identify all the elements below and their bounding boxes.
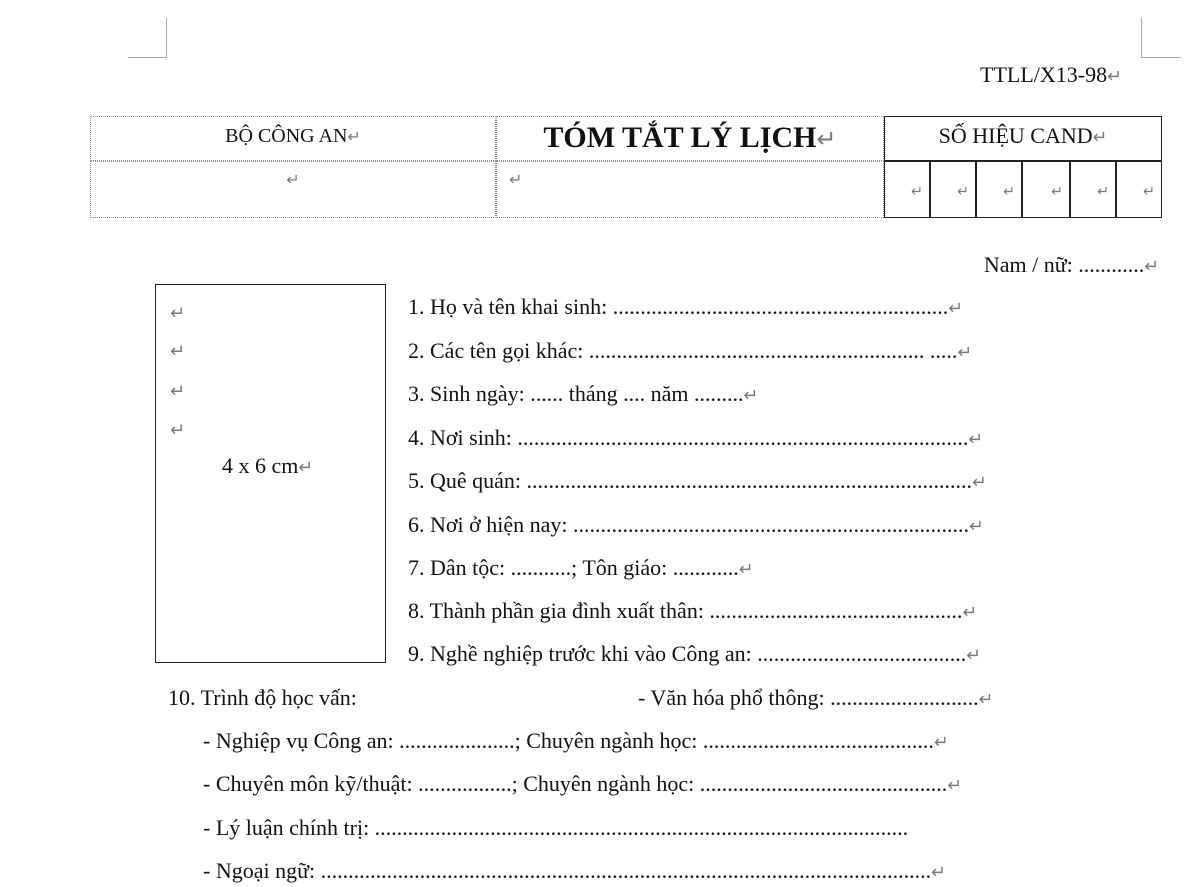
code-digit-box[interactable]: ↵ [930,161,976,218]
title-cell[interactable]: TÓM TẮT LÝ LỊCH↵ [496,116,884,161]
education-heading: 10. Trình độ học vấn: [168,685,357,710]
field-political-theory[interactable]: - Lý luận chính trị: ................................................................................................. [203,815,909,840]
header-table [90,116,1162,218]
code-digit-box[interactable]: ↵ [1070,161,1116,218]
agency-name: BỘ CÔNG AN [225,125,348,147]
photo-size-label: 4 x 6 cm↵ [222,453,314,478]
field-birthplace[interactable]: 4. Nơi sinh: ..................................................................................↵ [408,425,984,450]
agency-cell[interactable]: BỘ CÔNG AN↵ [90,116,496,161]
photo-box: ↵ ↵ ↵ ↵ 4 x 6 cm↵ [155,284,386,663]
field-ethnicity-religion[interactable]: 7. Dân tộc: ...........; Tôn giáo: ............↵ [408,555,754,580]
field-current-residence[interactable]: 6. Nơi ở hiện nay: ........................................................................↵ [408,512,984,537]
crop-mark-left [166,18,167,58]
field-foreign-language[interactable]: - Ngoại ngữ: ...............................................................................................................↵ [203,858,946,883]
field-other-names[interactable]: 2. Các tên gọi khác: ............................................................. .....↵ [408,338,973,363]
code-label: SỐ HIỆU CAND [938,123,1093,148]
code-digit-box[interactable]: ↵ [1022,161,1070,218]
code-digit-box[interactable]: ↵ [884,161,930,218]
crop-mark-left [128,57,166,58]
field-birth-date[interactable]: 3. Sinh ngày: ...... tháng .... năm .........↵ [408,381,759,406]
field-family-background[interactable]: 8. Thành phần gia đình xuất thân: ..............................................↵ [408,598,978,623]
field-general-education[interactable]: - Văn hóa phổ thông: ...........................↵ [638,685,994,710]
field-previous-occupation[interactable]: 9. Nghề nghiệp trước khi vào Công an: ......................................↵ [408,641,981,666]
crop-mark-right [1141,57,1181,58]
gender-field[interactable]: Nam / nữ: ............↵ [983,252,1159,277]
form-code: TTLL/X13-98↵ [980,62,1122,87]
field-full-name[interactable]: 1. Họ và tên khai sinh: .............................................................↵ [408,294,963,319]
field-technical-training[interactable]: - Chuyên môn kỹ/thuật: .................; Chuyên ngành học: .............................................↵ [203,771,963,796]
code-label-cell[interactable]: SỐ HIỆU CAND↵ [884,116,1162,161]
code-digit-box[interactable]: ↵ [976,161,1022,218]
crop-mark-right [1141,18,1142,58]
code-digit-box[interactable]: ↵ [1116,161,1162,218]
form-title: TÓM TẮT LÝ LỊCH [543,121,817,154]
field-hometown[interactable]: 5. Quê quán: .................................................................................↵ [408,468,987,493]
title-blank-cell[interactable]: ↵ [496,161,884,218]
field-police-training[interactable]: - Nghiệp vụ Công an: .....................; Chuyên ngành học: ..........................................↵ [203,728,949,753]
agency-blank-cell[interactable]: ↵ [90,161,496,218]
